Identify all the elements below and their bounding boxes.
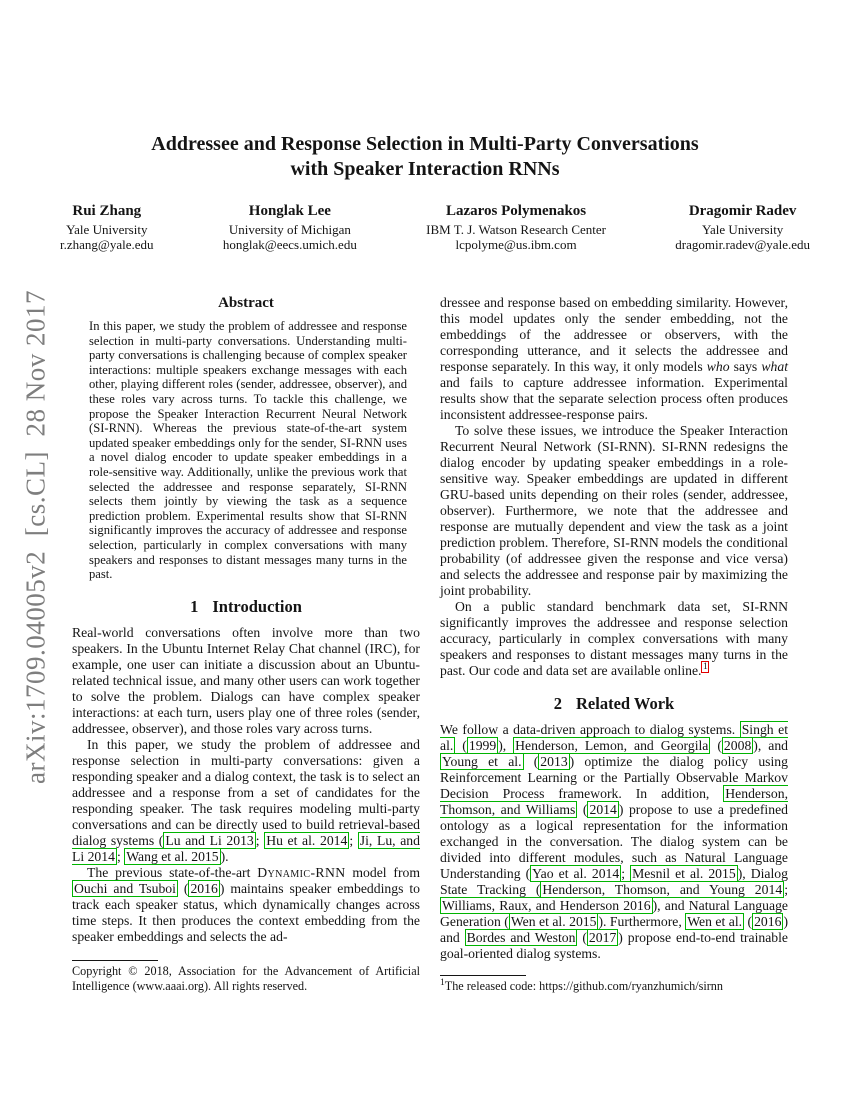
text-segment: (	[744, 914, 753, 929]
footnote-rule	[440, 975, 526, 976]
related-work-paragraph	[440, 722, 788, 962]
text-segment: ;	[116, 848, 125, 864]
body-paragraph-results	[440, 599, 788, 679]
author-affiliation: Yale University	[66, 222, 148, 237]
author-block	[60, 202, 810, 252]
citation-link[interactable]: Henderson, Thomson, and Young 2014	[542, 882, 783, 897]
copyright-text: Copyright © 2018, Association for the Advancement of Artificial Intelligence (www.aaai.org). All rights reserved.	[72, 964, 420, 993]
citation-link[interactable]: 2014	[589, 802, 617, 817]
body-paragraph-continuation	[440, 295, 788, 423]
citation-link[interactable]: Wen et al.	[687, 914, 743, 929]
author-name: Lazaros Polymenakos	[445, 203, 587, 219]
author-1	[60, 202, 154, 252]
body-paragraph-sirnn	[440, 423, 788, 599]
text-segment: ) and	[440, 914, 788, 945]
section-number: 1	[190, 596, 199, 616]
text-segment: Dynamic-RNN	[257, 864, 346, 880]
text-segment: (	[710, 738, 722, 753]
citation-link[interactable]: 2008	[723, 738, 752, 753]
author-3	[426, 202, 606, 252]
footnote-marker: 1	[440, 977, 445, 988]
citation-link[interactable]: 2017	[588, 930, 617, 945]
abstract-text: In this paper, we study the problem of addressee and response selection in multi-party conversations. Understanding multi-party conversations is challenging because of complex speaker interactions: multiple speakers exchange messages with each other, playing different roles (sender, addressee, observer), and these roles vary across turns. To tackle this challenge, we propose the Speaker Interaction Recurrent Neural Network (SI-RNN). Whereas the previous state-of-the-art system updated speaker embeddings only for the sender, SI-RNN uses a novel dialog encoder to update speaker embeddings in a role-sensitive way. Additionally, unlike the previous work that selected the addressee and response separately, SI-RNN selects them jointly by viewing the task as a sequence prediction problem. Experimental results show that SI-RNN significantly improves the accuracy of addressee and response selection, particularly in complex conversations with many speakers and responses to distant messages many turns in the past.	[89, 319, 407, 582]
author-2	[223, 202, 357, 252]
text-segment: (	[577, 930, 587, 945]
text-segment: ), Dialog State Tracking (	[440, 866, 788, 897]
copyright-footnote	[72, 960, 420, 993]
citation-link[interactable]: 2013	[540, 754, 568, 769]
author-name: Dragomir Radev	[688, 203, 797, 219]
author-affiliation: IBM T. J. Watson Research Center	[426, 222, 606, 237]
text-segment: (	[577, 802, 588, 817]
text-segment: ;	[255, 832, 265, 848]
citation-link[interactable]: Henderson, Thomson, and Williams	[440, 786, 788, 817]
footnote-text[interactable]: The released code: https://github.com/ryanzhumich/sirnn	[444, 978, 723, 993]
text-segment: On a public standard benchmark data set, SI-RNN significantly improves the addressee and response selection accuracy, particularly in complex conversations with many speakers and responses to distant messages many turns in the past. Our code and data set are available online.	[440, 599, 788, 678]
author-name: Honglak Lee	[248, 203, 331, 219]
text-segment: (	[177, 880, 189, 896]
citation-link[interactable]: Singh et al.	[440, 722, 788, 753]
text-segment: model from	[345, 864, 420, 880]
section-title: Related Work	[576, 694, 675, 713]
citation-link[interactable]: Ji, Lu, and Li 2014	[72, 832, 420, 864]
text-segment: ).	[220, 848, 229, 864]
left-column	[72, 295, 420, 993]
text-segment: ) propose to use a predefined ontology as a logical representation for the information exchanged in the conversation. The dialog system can be divided into different modules, such as Natural Language Understanding (	[440, 802, 788, 881]
text-segment: ) optimize the dialog policy using Reinforcement Learning or the Partially Observable Markov Decision Process framework. In addition,	[440, 754, 788, 801]
footnote-link[interactable]: 1	[702, 662, 708, 673]
text-segment: ;	[349, 832, 358, 848]
citation-link[interactable]: Bordes and Weston	[466, 930, 576, 945]
text-segment: We follow a data-driven approach to dialog systems.	[440, 722, 740, 737]
citation-link[interactable]: Williams, Raux, and Henderson 2016	[442, 898, 651, 913]
arxiv-watermark: arXiv:1709.04005v2 [cs.CL] 28 Nov 2017	[20, 290, 51, 784]
paper-title-line1: Addressee and Response Selection in Multi-Party Conversations	[151, 133, 699, 155]
text-segment: ;	[621, 866, 631, 881]
text-segment: who	[706, 359, 730, 374]
section-heading-related-work	[440, 694, 788, 714]
text-segment: ),	[498, 738, 514, 753]
text-segment: To solve these issues, we introduce the Speaker Interaction Recurrent Neural Network (SI-RNN). SI-RNN redesigns the dialog encoder by updating speaker embeddings in a role-sensitive way. Speaker embeddings are updated in different GRU-based units depending on their roles (sender, addressee, observer). Furthermore, we note that the addressee and response are mutually dependent and view the task as a joint prediction problem. Therefore, SI-RNN models the conditional probability (of addressee given the response and vice versa) and selects the addressee and response pair by maximizing the joint probability.	[440, 423, 788, 598]
author-4	[675, 202, 810, 252]
author-name: Rui Zhang	[72, 203, 142, 219]
text-segment: ). Furthermore,	[598, 914, 686, 929]
author-email: dragomir.radev@yale.edu	[675, 237, 810, 252]
text-segment: what	[761, 359, 788, 374]
citation-link[interactable]: 2016	[754, 914, 782, 929]
text-segment: (	[455, 738, 467, 753]
citation-link[interactable]: Yao et al. 2014	[532, 866, 620, 881]
text-segment: dressee and response based on embedding similarity. However, this model updates only the sender embedding, not the embeddings of the addressee or observers, with the corresponding utterance, and it selects the addressee and response separately. In this way, it only models	[440, 295, 788, 374]
paper-title	[0, 132, 850, 182]
citation-link[interactable]: Wen et al. 2015	[510, 914, 597, 929]
author-email: honglak@eecs.umich.edu	[222, 237, 357, 252]
text-segment: ) maintains speaker embeddings to track each speaker status, which dynamically changes across time steps. It then produces the context embedding from the speaker embeddings and selects the ad-	[72, 880, 420, 944]
section-title: Introduction	[212, 596, 302, 616]
intro-paragraph-1	[72, 625, 420, 737]
author-email: lcpolyme@us.ibm.com	[455, 237, 577, 252]
text-segment: ), and Natural Language Generation (	[440, 898, 788, 929]
citation-link[interactable]: 2016	[190, 880, 218, 896]
intro-paragraph-2	[72, 737, 420, 865]
text-segment: ) propose end-to-end trainable goal-oriented dialog systems.	[440, 930, 789, 961]
citation-link[interactable]: Wang et al. 2015	[126, 848, 219, 864]
citation-link[interactable]: Henderson, Lemon, and Georgila	[515, 738, 709, 753]
right-column	[440, 295, 788, 993]
section-heading-introduction	[72, 597, 420, 617]
text-segment: and fails to capture addressee information. Experimental results show that the separate selection process often produces inconsistent addressee-response pairs.	[440, 375, 788, 422]
text-segment: (	[523, 754, 539, 769]
intro-paragraph-3	[72, 865, 420, 945]
author-email: r.zhang@yale.edu	[60, 237, 154, 252]
text-segment: The previous state-of-the-art	[87, 864, 258, 880]
author-affiliation: Yale University	[701, 222, 784, 237]
footnote-rule	[72, 960, 158, 961]
citation-link[interactable]: Mesnil et al. 2015	[632, 866, 736, 881]
text-segment: says	[729, 359, 762, 374]
text-segment: ), and	[753, 738, 789, 753]
section-number: 2	[553, 694, 562, 713]
citation-link[interactable]: 1999	[468, 738, 497, 753]
code-footnote	[440, 975, 788, 994]
abstract-heading: Abstract	[218, 295, 274, 311]
paper-title-line2: with Speaker Interaction RNNs	[290, 158, 560, 180]
citation-link[interactable]: Hu et al. 2014	[266, 832, 348, 848]
author-affiliation: University of Michigan	[228, 222, 351, 237]
text-segment: In this paper, we study the problem of addressee and response selection in multi-party conversations: given a responding speaker and a dialog context, the task is to select an addressee and a response from a set of candidates for the responding speaker. The task requires modeling multi-party conversations and can be directly used to build retrieval-based dialog systems (	[72, 736, 420, 848]
text-segment: Real-world conversations often involve more than two speakers. In the Ubuntu Internet Relay Chat channel (IRC), for example, one user can initiate a discussion about an Ubuntu-related technical issue, and many other users can work together to solve the problem. Dialogs can have complex speaker interactions: at each turn, users play one of three roles (sender, addressee, observer), and those roles vary across turns.	[72, 624, 420, 736]
citation-link[interactable]: Ouchi and Tsuboi	[74, 880, 176, 896]
citation-link[interactable]: Lu and Li 2013	[165, 832, 254, 848]
text-segment: ;	[784, 882, 788, 897]
citation-link[interactable]: Young et al.	[442, 754, 522, 769]
